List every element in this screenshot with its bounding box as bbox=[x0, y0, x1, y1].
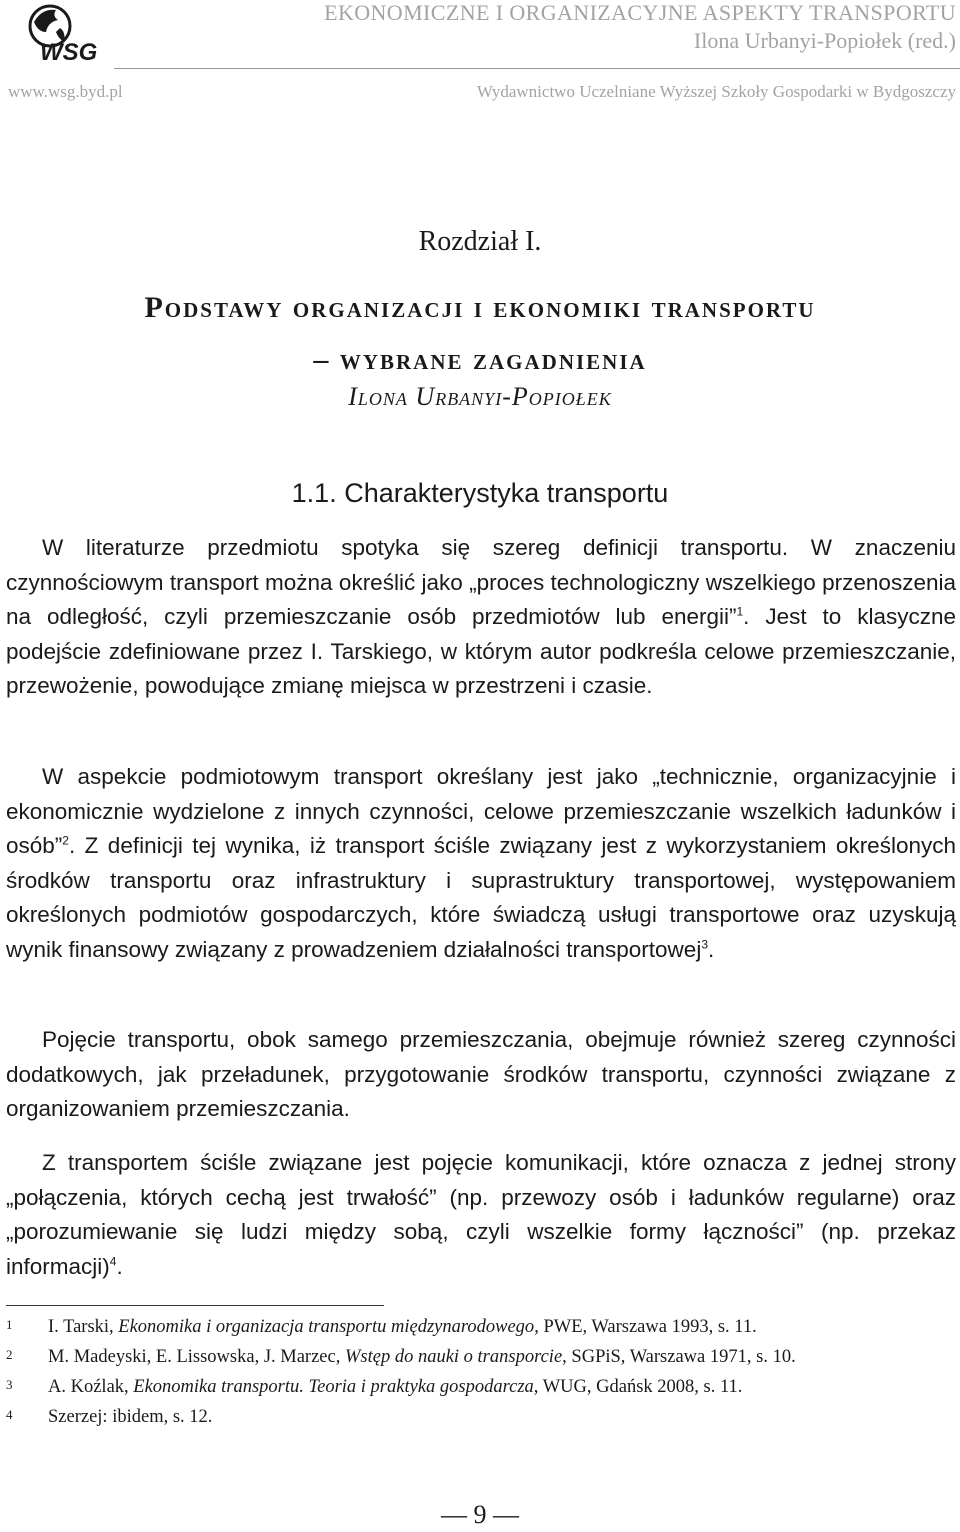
paragraph-4 bbox=[6, 1146, 956, 1284]
footnote-ref-2[interactable]: 2 bbox=[62, 833, 69, 848]
paragraph-1-text-b: . Jest to klasyczne podejście zdefiniowane przez I. Tarskiego, w którym autor podkreśla celowe przemieszczanie, przewożenie, powodujące zmianę miejsca w przestrzeni i czasie. bbox=[6, 604, 956, 698]
paragraph-1 bbox=[6, 531, 956, 704]
wsg-logo bbox=[22, 2, 106, 66]
footnote-text: Szerzej: ibidem, s. 12. bbox=[48, 1407, 213, 1427]
footnote-number: 1 bbox=[6, 1317, 13, 1332]
paragraph-4-text-b: . bbox=[116, 1253, 123, 1279]
chapter-title bbox=[0, 282, 960, 386]
paragraph-1-text-a: W literaturze przedmiotu spotyka się szereg definicji transportu. W znaczeniu czynnościowym transport można określić jako „proces technologiczny wszelkiego przenoszenia na odległość, czyli przemieszczanie osób przedmiotów lub energii” bbox=[6, 535, 956, 629]
footnote-number: 3 bbox=[6, 1377, 13, 1392]
paragraph-2-text-b: . Z definicji tej wynika, iż transport ściśle związany jest z wykorzystaniem określonych środków transportu oraz infrastruktury i suprastruktury transportowej, występowaniem określonych podmiotów gospodarczych, które świadczą usługi transportowe oraz uzyskują wynik finansowy związany z prowadzeniem działalności transportowej bbox=[6, 833, 956, 962]
footnote-title: Ekonomika transportu. Teoria i praktyka gospodarcza bbox=[133, 1377, 534, 1397]
footnote-3 bbox=[6, 1372, 956, 1402]
chapter-author: Ilona Urbanyi-Popiołek bbox=[348, 382, 612, 411]
chapter-title-line-1: Podstawy organizacji i ekonomiki transportu bbox=[144, 291, 816, 324]
footnote-title: Ekonomika i organizacja transportu międzynarodowego bbox=[118, 1317, 535, 1337]
footnote-publication: , SGPiS, Warszawa 1971, s. 10. bbox=[562, 1347, 796, 1367]
publisher-url[interactable]: www.wsg.byd.pl bbox=[8, 82, 123, 101]
footnotes bbox=[6, 1312, 956, 1432]
footnote-author: A. Koźlak, bbox=[48, 1377, 134, 1397]
section-title: 1.1. Charakterystyka transportu bbox=[291, 478, 669, 508]
book-title: EKONOMICZNE I ORGANIZACYJNE ASPEKTY TRANSPORTU bbox=[324, 0, 956, 25]
footnote-ref-4[interactable]: 4 bbox=[109, 1254, 117, 1268]
footnote-divider bbox=[6, 1305, 384, 1306]
paragraph-2-text-a: W aspekcie podmiotowym transport określany jest jako „technicznie, organizacyjnie i ekonomicznie wydzielone z innych czynności, celowe przemieszczanie wszelkich ładunków i osób” bbox=[6, 764, 956, 858]
footnote-publication: , PWE, Warszawa 1993, s. 11. bbox=[534, 1317, 757, 1337]
footnote-ref-3[interactable]: 3 bbox=[701, 937, 709, 951]
paragraph-4-text-a: Z transportem ściśle związane jest pojęcie komunikacji, które oznacza z jednej strony „połączenia, których cechą jest trwałość” (np. przewozy osób i ładunków regularne) oraz „porozumiewanie się ludzi między sobą, czyli wszelkie formy łączności” (np. przekaz informacji) bbox=[6, 1150, 956, 1279]
footnote-ref-1[interactable]: 1 bbox=[736, 604, 744, 619]
logo-text: WSG bbox=[40, 39, 98, 66]
chapter-label: Rozdział I. bbox=[418, 226, 542, 257]
footnote-number: 2 bbox=[6, 1347, 13, 1362]
paragraph-2 bbox=[6, 760, 956, 967]
footnote-publication: , WUG, Gdańsk 2008, s. 11. bbox=[533, 1377, 743, 1397]
footnote-author: M. Madeyski, E. Lissowska, J. Marzec, bbox=[48, 1347, 345, 1367]
book-editor: Ilona Urbanyi-Popiołek (red.) bbox=[693, 28, 956, 53]
footnote-1 bbox=[6, 1312, 956, 1342]
footnote-number: 4 bbox=[6, 1407, 13, 1422]
paragraph-3 bbox=[6, 1023, 956, 1127]
footnote-2 bbox=[6, 1342, 956, 1372]
footnote-author: I. Tarski, bbox=[48, 1317, 119, 1337]
footnote-4 bbox=[6, 1402, 956, 1432]
paragraph-2-text-c: . bbox=[708, 936, 715, 962]
paragraph-3-text: Pojęcie transportu, obok samego przemieszczania, obejmuje również szereg czynności dodatkowych, jak przeładunek, przygotowanie środków transportu, czynności związane z organizowaniem przemieszczania. bbox=[6, 1027, 956, 1121]
publisher-name: Wydawnictwo Uczelniane Wyższej Szkoły Gospodarki w Bydgoszczy bbox=[476, 82, 956, 101]
header-divider bbox=[114, 68, 960, 69]
footnote-title: Wstęp do nauki o transporcie bbox=[344, 1347, 563, 1367]
chapter-title-line-2: – wybrane zagadnienia bbox=[313, 343, 647, 376]
page-number: — 9 — bbox=[441, 1500, 519, 1529]
page-header bbox=[0, 0, 960, 110]
